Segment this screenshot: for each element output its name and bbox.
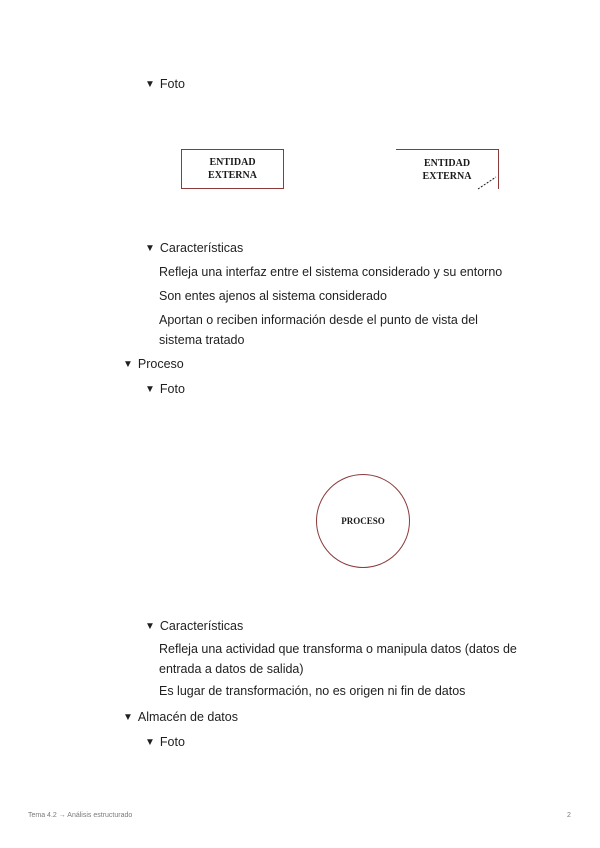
process-label: PROCESO bbox=[341, 516, 385, 526]
duplicate-mark-icon bbox=[476, 175, 500, 191]
triangle-down-icon: ▼ bbox=[145, 621, 155, 632]
footer-title: Tema 4.2 → Análisis estructurado bbox=[28, 812, 133, 819]
toggle-foto-2[interactable] bbox=[145, 381, 185, 399]
list-item: Son entes ajenos al sistema considerado bbox=[159, 289, 387, 303]
toggle-proceso[interactable] bbox=[123, 356, 184, 374]
toggle-foto-3[interactable] bbox=[145, 734, 185, 752]
triangle-down-icon: ▼ bbox=[123, 712, 133, 723]
page-number: 2 bbox=[567, 812, 571, 819]
toggle-caracteristicas-2[interactable] bbox=[145, 618, 243, 636]
toggle-label: Proceso bbox=[137, 357, 184, 371]
triangle-down-icon: ▼ bbox=[145, 384, 155, 395]
list-item: Refleja una interfaz entre el sistema considerado y su entorno bbox=[159, 265, 503, 279]
entity-line-2: EXTERNA bbox=[422, 170, 472, 182]
toggle-caracteristicas-1[interactable] bbox=[145, 240, 243, 258]
toggle-label: Características bbox=[159, 619, 244, 633]
toggle-label: Foto bbox=[159, 735, 185, 749]
toggle-foto-1[interactable] bbox=[145, 76, 185, 94]
external-entity-box bbox=[181, 149, 284, 189]
entity-line-2: EXTERNA bbox=[208, 170, 257, 181]
process-circle bbox=[316, 474, 410, 568]
list-item: Es lugar de transformación, no es origen ni fin de datos bbox=[159, 684, 466, 698]
toggle-label: Foto bbox=[159, 77, 185, 91]
entity-line-1: ENTIDAD bbox=[209, 157, 256, 168]
triangle-down-icon: ▼ bbox=[145, 737, 155, 748]
list-item: Refleja una actividad que transforma o manipula datos (datos de entrada a datos de salida) bbox=[159, 642, 517, 676]
toggle-almacen[interactable] bbox=[123, 709, 238, 727]
toggle-label: Foto bbox=[159, 382, 185, 396]
triangle-down-icon: ▼ bbox=[123, 359, 133, 370]
toggle-label: Almacén de datos bbox=[137, 710, 238, 724]
list-item: Aportan o reciben información desde el punto de vista del sistema tratado bbox=[159, 313, 478, 347]
entity-line-1: ENTIDAD bbox=[423, 157, 471, 169]
triangle-down-icon: ▼ bbox=[145, 243, 155, 254]
toggle-label: Características bbox=[159, 241, 244, 255]
external-entity-box-duplicate bbox=[396, 149, 499, 189]
triangle-down-icon: ▼ bbox=[145, 79, 155, 90]
